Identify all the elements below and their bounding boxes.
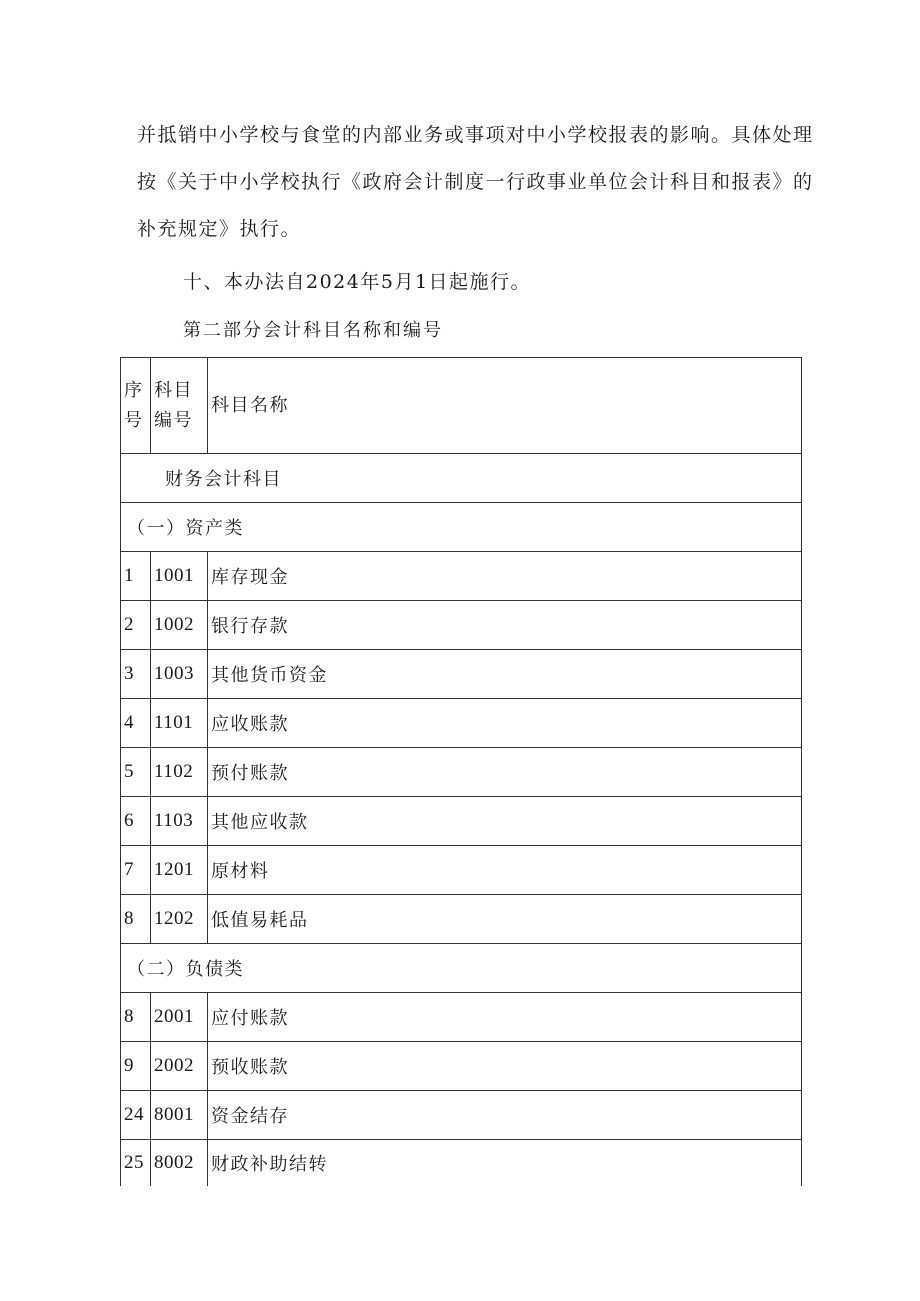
row-code: 1003 xyxy=(151,650,208,699)
table-row xyxy=(121,895,802,944)
header-name: 科目名称 xyxy=(208,358,802,454)
row-seq: 25 xyxy=(121,1140,151,1187)
row-code: 8002 xyxy=(151,1140,208,1187)
row-seq: 1 xyxy=(121,552,151,601)
table-row xyxy=(121,1042,802,1091)
header-code-line: 编号 xyxy=(154,409,193,431)
row-name: 银行存款 xyxy=(208,601,802,650)
row-seq: 24 xyxy=(121,1091,151,1140)
section-row-liabilities xyxy=(121,944,802,993)
category-title: 财务会计科目 xyxy=(121,454,802,503)
paragraph-line: 并抵销中小学校与食堂的内部业务或事项对中小学校报表的影响。具体处理 xyxy=(137,124,814,146)
row-code: 2001 xyxy=(151,993,208,1042)
table-row xyxy=(121,1091,802,1140)
row-code: 1103 xyxy=(151,797,208,846)
section-row-assets xyxy=(121,503,802,552)
row-code: 1001 xyxy=(151,552,208,601)
row-name: 原材料 xyxy=(208,846,802,895)
table-row xyxy=(121,993,802,1042)
row-seq: 8 xyxy=(121,993,151,1042)
row-code: 2002 xyxy=(151,1042,208,1091)
row-name: 预收账款 xyxy=(208,1042,802,1091)
table-header-row xyxy=(121,358,802,454)
row-name: 资金结存 xyxy=(208,1091,802,1140)
paragraph-continuation xyxy=(137,112,814,253)
table-row xyxy=(121,748,802,797)
header-seq-line: 序 xyxy=(124,379,144,401)
accounts-table xyxy=(120,357,802,1186)
row-seq: 8 xyxy=(121,895,151,944)
table-row xyxy=(121,650,802,699)
table-row xyxy=(121,552,802,601)
row-code: 1102 xyxy=(151,748,208,797)
paragraph-line: 按《关于中小学校执行《政府会计制度一行政事业单位会计科目和报表》的 xyxy=(137,171,814,193)
table-row xyxy=(121,601,802,650)
row-code: 1202 xyxy=(151,895,208,944)
row-name: 其他货币资金 xyxy=(208,650,802,699)
paragraph-line: 补充规定》执行。 xyxy=(137,218,302,240)
row-seq: 3 xyxy=(121,650,151,699)
row-code: 8001 xyxy=(151,1091,208,1140)
clause-ten: 十、本办法自2024年5月1日起施行。 xyxy=(183,271,532,293)
header-code xyxy=(151,358,208,454)
row-name: 其他应收款 xyxy=(208,797,802,846)
row-name: 财政补助结转 xyxy=(208,1140,802,1187)
header-seq-line: 号 xyxy=(124,409,144,431)
table-row xyxy=(121,1140,802,1187)
part-heading: 第二部分会计科目名称和编号 xyxy=(183,320,443,341)
row-seq: 5 xyxy=(121,748,151,797)
row-seq: 6 xyxy=(121,797,151,846)
row-code: 1101 xyxy=(151,699,208,748)
category-row xyxy=(121,454,802,503)
row-code: 1002 xyxy=(151,601,208,650)
row-seq: 7 xyxy=(121,846,151,895)
header-code-line: 科目 xyxy=(154,379,193,401)
liabilities-title: （二）负债类 xyxy=(121,944,802,993)
row-seq: 4 xyxy=(121,699,151,748)
row-name: 低值易耗品 xyxy=(208,895,802,944)
row-name: 应收账款 xyxy=(208,699,802,748)
header-seq xyxy=(121,358,151,454)
row-name: 预付账款 xyxy=(208,748,802,797)
assets-title: （一）资产类 xyxy=(121,503,802,552)
table-row xyxy=(121,797,802,846)
row-code: 1201 xyxy=(151,846,208,895)
table-row xyxy=(121,846,802,895)
row-seq: 2 xyxy=(121,601,151,650)
row-name: 库存现金 xyxy=(208,552,802,601)
row-seq: 9 xyxy=(121,1042,151,1091)
row-name: 应付账款 xyxy=(208,993,802,1042)
table-row xyxy=(121,699,802,748)
